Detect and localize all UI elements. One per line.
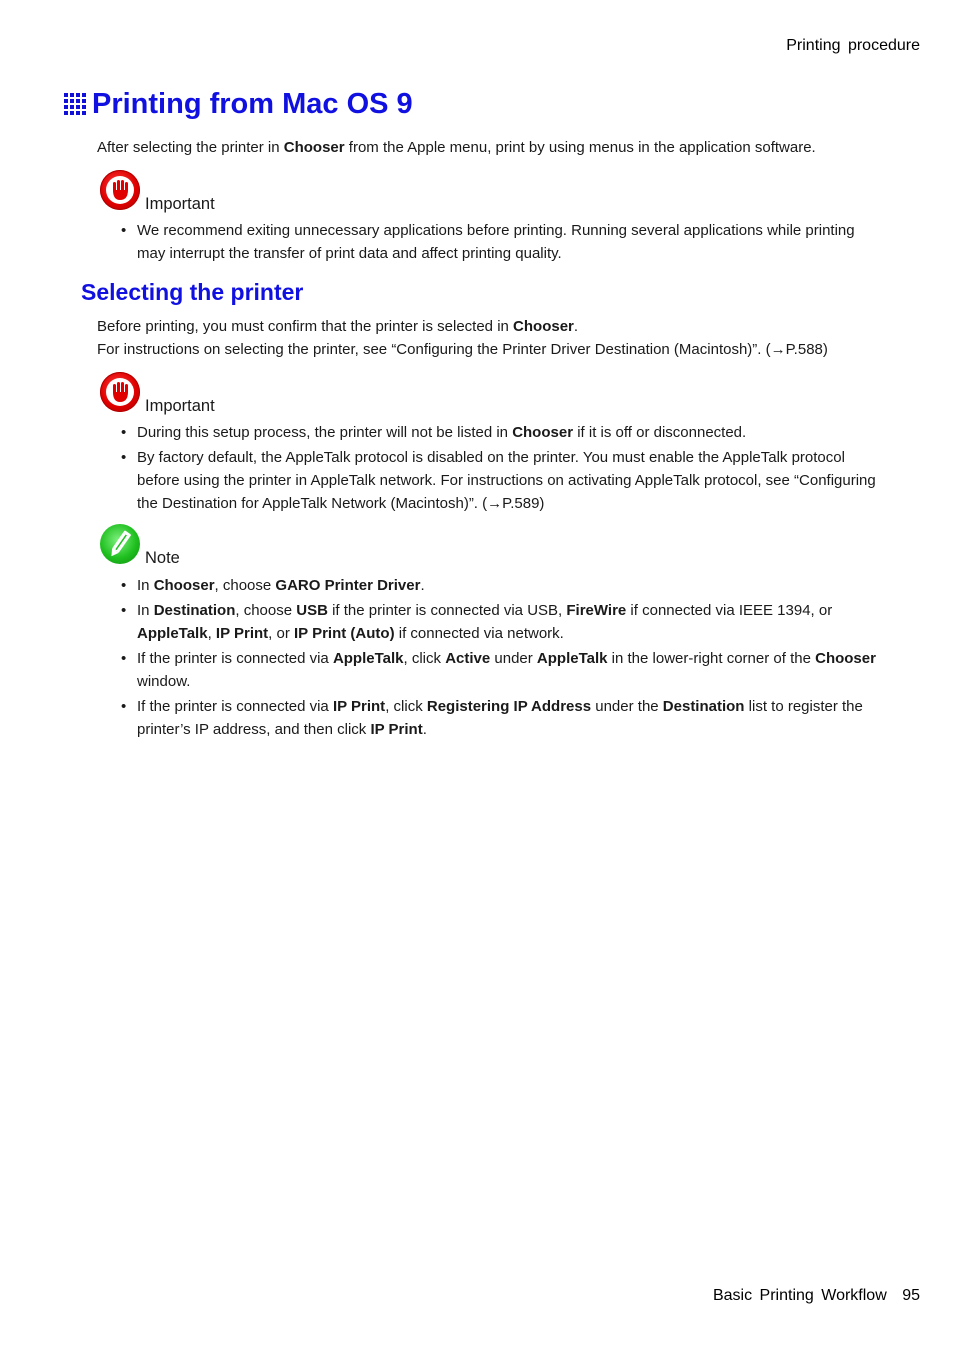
list-item: • By factory default, the AppleTalk protocol is disabled on the printer. You must enable the AppleTalk protocol before using the printer in AppleTalk network. For instructions on activating AppleTalk protocol, see “Configuring the Destination for AppleTalk Network (Macintosh)”. (→P.589)	[120, 446, 880, 515]
note-callout	[100, 524, 180, 567]
intro-paragraph: After selecting the printer in Chooser from the Apple menu, print by using menus in the application software.	[97, 139, 816, 156]
list-item: • During this setup process, the printer will not be listed in Chooser if it is off or disconnected.	[120, 421, 880, 444]
important-callout-2	[100, 372, 215, 415]
section-heading: Selecting the printer	[81, 279, 304, 305]
list-item: • In Chooser, choose GARO Printer Driver.	[120, 574, 880, 597]
section-paragraph-1: Before printing, you must confirm that the printer is selected in Chooser.	[97, 318, 579, 335]
page-title-text: Printing from Mac OS 9	[92, 88, 413, 120]
list-item: • We recommend exiting unnecessary applications before printing. Running several applications while printing may interrupt the transfer of print data and affect printing quality.	[120, 219, 860, 265]
running-header: Printing procedure	[786, 37, 920, 54]
note-label: Note	[145, 549, 180, 567]
important-list-2	[120, 421, 880, 517]
page-footer	[713, 1287, 920, 1305]
footer-chapter: Basic Printing Workflow	[712, 1287, 887, 1304]
list-item: • If the printer is connected via IP Print, click Registering IP Address under the Destination list to register the printer’s IP address, and then click IP Print.	[120, 695, 880, 741]
grid-icon	[64, 93, 88, 117]
list-item: • In Destination, choose USB if the printer is connected via USB, FireWire if connected via IEEE 1394, or AppleTalk, IP Print, or IP Print (Auto) if connected via network.	[120, 599, 880, 645]
important-label: Important	[145, 195, 215, 213]
important-label: Important	[145, 397, 215, 415]
stop-hand-icon	[100, 170, 140, 210]
list-item: • If the printer is connected via AppleTalk, click Active under AppleTalk in the lower-right corner of the Chooser window.	[120, 647, 880, 693]
section-paragraph-2: For instructions on selecting the printer, see “Configuring the Printer Driver Destination (Macintosh)”. (→P.588)	[97, 341, 828, 358]
page-title	[64, 88, 413, 121]
pencil-note-icon	[100, 524, 140, 564]
important-list-1	[120, 219, 860, 267]
page-number: 95	[902, 1287, 920, 1304]
note-list	[120, 574, 880, 743]
stop-hand-icon	[100, 372, 140, 412]
important-callout-1	[100, 170, 215, 213]
